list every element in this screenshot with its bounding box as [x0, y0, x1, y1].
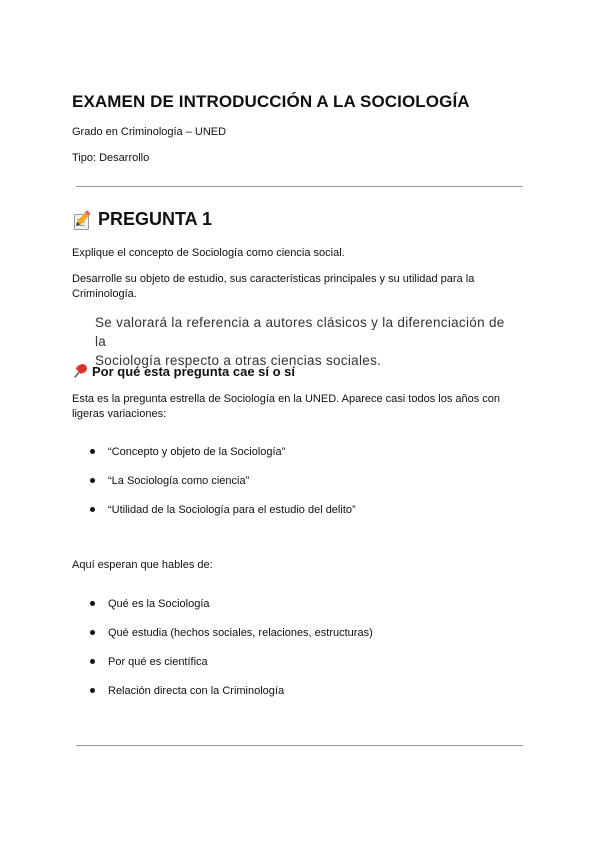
document-title: EXAMEN DE INTRODUCCIÓN A LA SOCIOLOGÍA: [72, 92, 470, 111]
why-paragraph-a: Esta es la pregunta estrella de Sociología en la UNED. Aparece casi todos los años con: [72, 393, 501, 405]
question-heading: [72, 209, 212, 230]
evaluation-note-line-1: Se valorará la referencia a autores clásicos y la diferenciación de la: [95, 315, 505, 349]
evaluation-note-line-2: Sociología respecto a otras ciencias sociales.: [95, 353, 382, 368]
divider-top: [76, 186, 523, 187]
bullet-icon: [90, 630, 95, 635]
bullet-icon: [90, 659, 95, 664]
evaluation-note: [95, 313, 515, 370]
bullet-icon: [90, 478, 95, 483]
memo-icon: [72, 210, 92, 230]
document-type: Tipo: Desarrollo: [72, 152, 150, 164]
expect-intro: Aquí esperan que hables de:: [72, 559, 213, 571]
question-line-2b: Criminología.: [72, 288, 137, 300]
bullet-icon: [90, 688, 95, 693]
bullet-icon: [90, 601, 95, 606]
why-heading-text: Por qué esta pregunta cae sí o sí: [92, 363, 296, 379]
document-page: EXAMEN DE INTRODUCCIÓN A LA SOCIOLOGÍA Grado en Criminología – UNED Tipo: Desarrollo PREGUNTA 1 Explique el concepto de Sociología como ciencia social. Desarrolle su objeto de estudio, sus características principales y su utilidad para la Criminología. Se valorará la referencia a autores clásicos y la diferenciación de la Sociología respecto a otras ciencias sociales. Por qué esta pregunta cae sí o sí Esta es la pregunta estrella de Sociología en la UNED. Aparece casi todos los años con ligeras variaciones: “Concepto y objeto de la Sociología” “La Sociología como ciencia” “Utilidad de la Sociología para el estudio del delito” Aquí esperan que hables de: Qué es la Sociología Qué estudia (hechos sociales, relaciones, estructuras) Por qué es científica Relación directa con la Criminología: [0, 0, 600, 848]
question-heading-text: PREGUNTA 1: [98, 209, 213, 229]
divider-bottom: [76, 745, 523, 746]
document-subtitle: Grado en Criminología – UNED: [72, 126, 227, 138]
why-heading: [72, 363, 295, 379]
question-line-1: Explique el concepto de Sociología como ciencia social.: [72, 247, 345, 259]
question-line-2a: Desarrolle su objeto de estudio, sus características principales y su utilidad para la: [72, 273, 475, 285]
bullet-icon: [90, 449, 95, 454]
bullet-icon: [90, 507, 95, 512]
pushpin-icon: [72, 363, 88, 379]
why-paragraph-b: ligeras variaciones:: [72, 408, 167, 420]
